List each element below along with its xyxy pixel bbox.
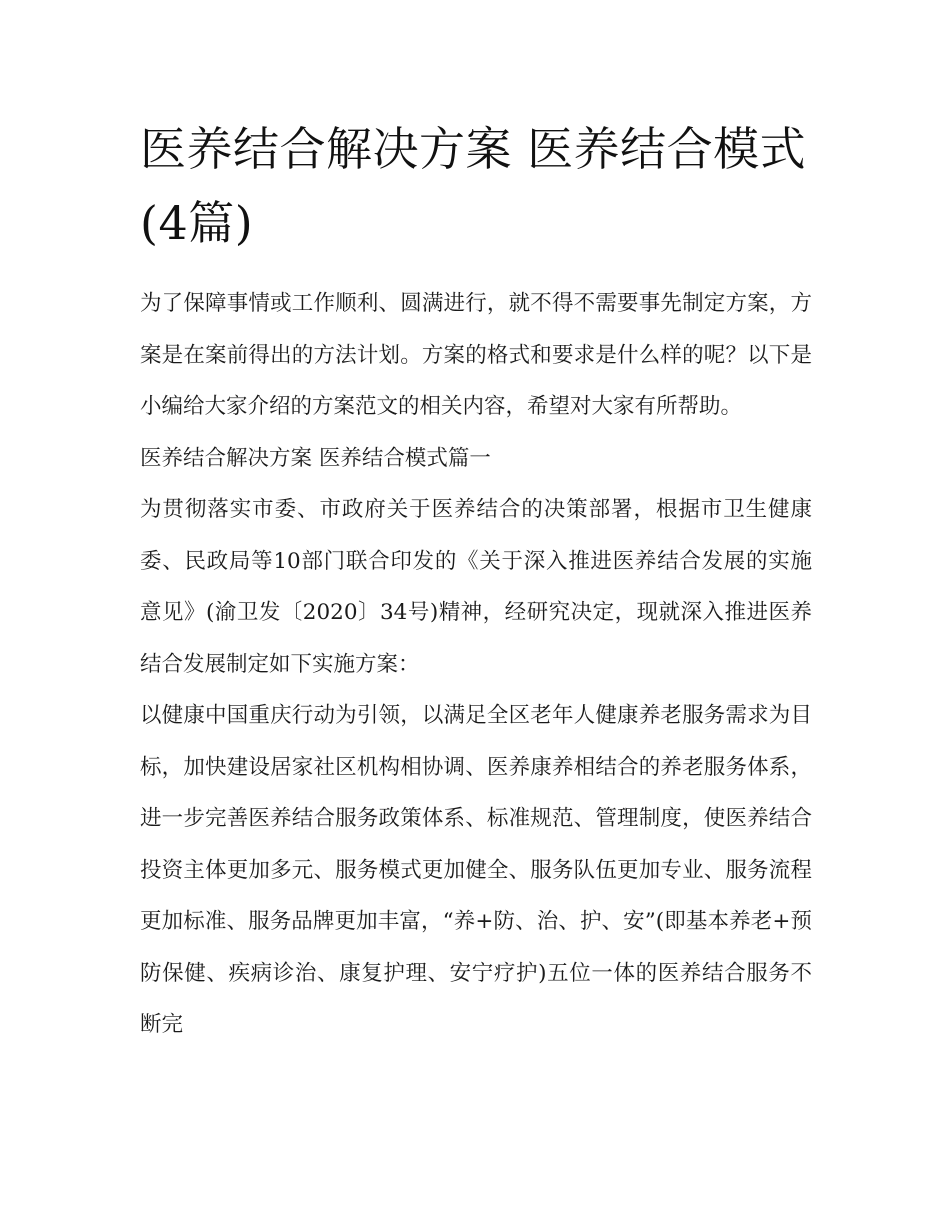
document-page: [140, 112, 812, 1051]
body-paragraph-1: 为贯彻落实市委、市政府关于医养结合的决策部署，根据市卫生健康委、民政局等10部门联合印发的《关于深入推进医养结合发展的实施意见》(渝卫发〔2020〕34号)精神，经研究决定，现就深入推进医养结合发展制定如下实施方案：: [140, 497, 812, 677]
document-title: 医养结合解决方案 医养结合模式(4篇): [140, 122, 807, 250]
intro-paragraph: 为了保障事情或工作顺利、圆满进行，就不得不需要事先制定方案，方案是在案前得出的方法计划。方案的格式和要求是什么样的呢？以下是小编给大家介绍的方案范文的相关内容，希望对大家有所帮助。: [140, 291, 812, 419]
section-heading: 医养结合解决方案 医养结合模式篇一: [140, 445, 491, 471]
body-paragraph-2: 以健康中国重庆行动为引领，以满足全区老年人健康养老服务需求为目标，加快建设居家社区机构相协调、医养康养相结合的养老服务体系，进一步完善医养结合服务政策体系、标准规范、管理制度，使医养结合投资主体更加多元、服务模式更加健全、服务队伍更加专业、服务流程更加标准、服务品牌更加丰富，“养+防、治、护、安”(即基本养老+预防保健、疾病诊治、康复护理、安宁疗护)五位一体的医养结合服务不断完: [140, 703, 812, 1037]
